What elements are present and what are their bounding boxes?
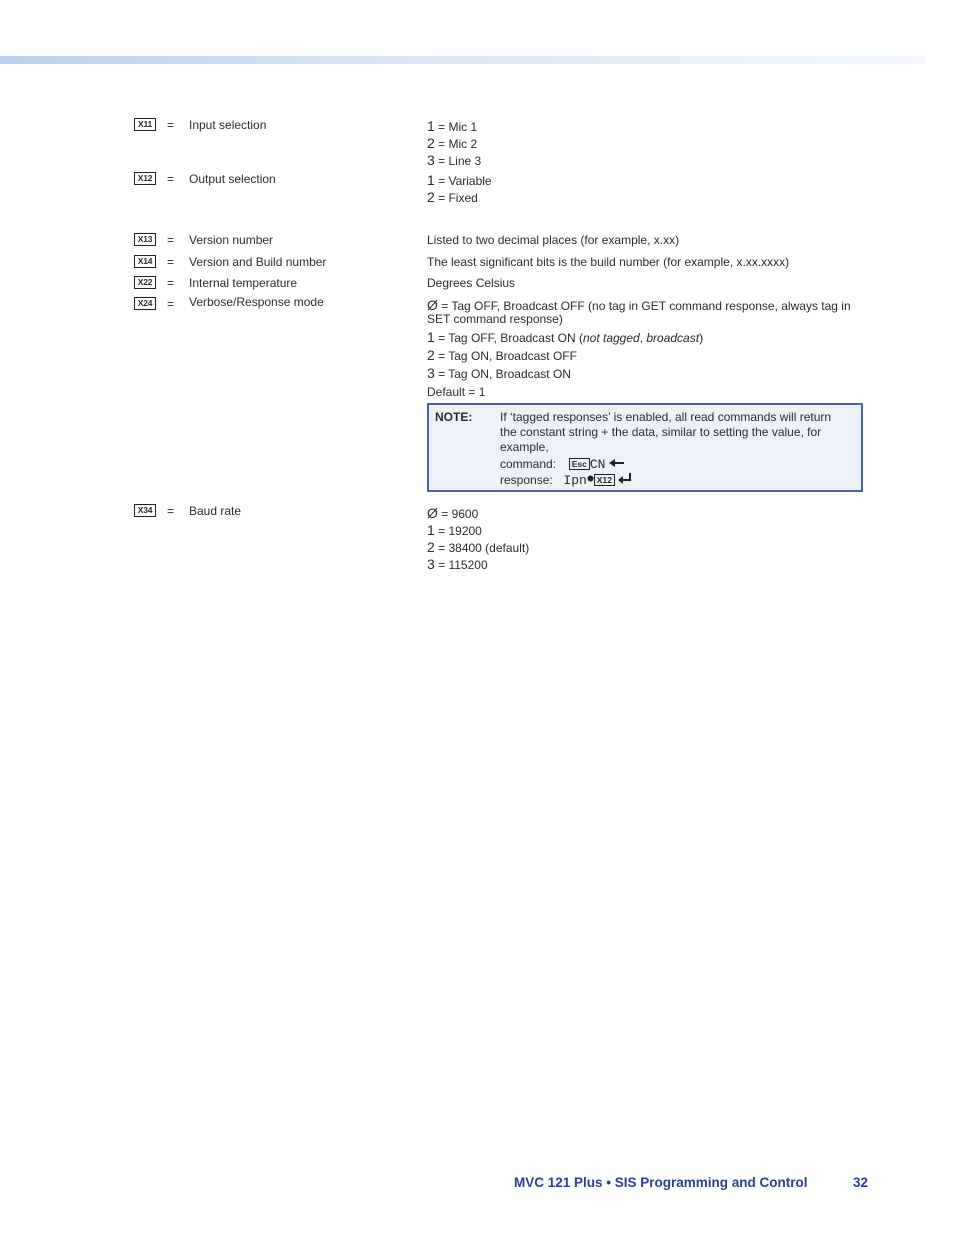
option-line: 1 = Mic 1	[427, 118, 478, 134]
default-value: Default = 1	[427, 385, 486, 399]
return-arrow-icon	[618, 473, 632, 484]
options-list	[427, 299, 863, 401]
equals-sign: =	[167, 276, 175, 290]
footer-title: MVC 121 Plus • SIS Programming and Control	[514, 1175, 808, 1190]
option-line: 2 = Fixed	[427, 189, 478, 205]
entry-label: Version number	[189, 233, 274, 247]
response-label: response:	[500, 473, 553, 487]
entry-description: Degrees Celsius	[427, 276, 516, 290]
options-list	[427, 172, 863, 206]
note-label: NOTE:	[435, 410, 473, 424]
variable-box: X24	[134, 297, 156, 310]
header-bar	[0, 56, 926, 64]
command-code: CN	[589, 457, 606, 472]
equals-sign: =	[167, 255, 175, 269]
option-line: 1 = Variable	[427, 172, 492, 188]
response-example	[500, 473, 632, 489]
entry-description: Listed to two decimal places (for example, x.xx)	[427, 233, 680, 247]
option-line: 3 = 115200	[427, 556, 488, 572]
page-number: 32	[853, 1175, 869, 1190]
bullet-icon	[587, 475, 594, 482]
variable-box: X12	[134, 172, 156, 185]
option-line: 1 = 19200	[427, 522, 482, 538]
left-arrow-icon	[609, 458, 625, 468]
option-line: Ø = 9600	[427, 505, 479, 521]
command-label: command:	[500, 457, 557, 471]
variable-box: X14	[134, 255, 156, 268]
entry-label: Output selection	[189, 172, 276, 186]
equals-sign: =	[167, 504, 175, 518]
response-code: Ipn	[563, 473, 587, 488]
variable-box: X34	[134, 504, 156, 517]
entry-label: Version and Build number	[189, 255, 327, 269]
esc-key: Esc	[569, 458, 590, 470]
entry-label: Internal temperature	[189, 276, 298, 290]
equals-sign: =	[167, 233, 175, 247]
options-list	[427, 118, 863, 169]
equals-sign: =	[167, 297, 175, 311]
entry-description: The least significant bits is the build number (for example, x.xx.xxxx)	[427, 255, 790, 269]
option-line: 2 = Tag ON, Broadcast OFF	[427, 347, 577, 363]
variable-box: X13	[134, 233, 156, 246]
note-text: If ‘tagged responses’ is enabled, all read commands will return the constant string + the data, similar to setting the value, for example,	[500, 410, 832, 454]
option-line: 3 = Tag ON, Broadcast ON	[427, 365, 571, 381]
note-box	[427, 403, 863, 492]
option-line: 2 = 38400 (default)	[427, 539, 530, 555]
option-line: Ø = Tag OFF, Broadcast OFF (no tag in GET command response, always tag in SET command response)	[427, 297, 851, 326]
variable-box: X11	[134, 118, 156, 131]
equals-sign: =	[167, 172, 175, 186]
options-list	[427, 505, 863, 573]
entry-label: Input selection	[189, 118, 267, 132]
entry-label: Baud rate	[189, 504, 242, 518]
option-line: 3 = Line 3	[427, 152, 482, 168]
response-variable: X12	[594, 474, 615, 486]
option-line: 2 = Mic 2	[427, 135, 478, 151]
variable-box: X22	[134, 276, 156, 289]
command-example	[500, 457, 625, 473]
equals-sign: =	[167, 118, 175, 132]
entry-label: Verbose/Response mode	[189, 295, 324, 309]
option-line: 1 = Tag OFF, Broadcast ON (not tagged, broadcast)	[427, 329, 704, 345]
